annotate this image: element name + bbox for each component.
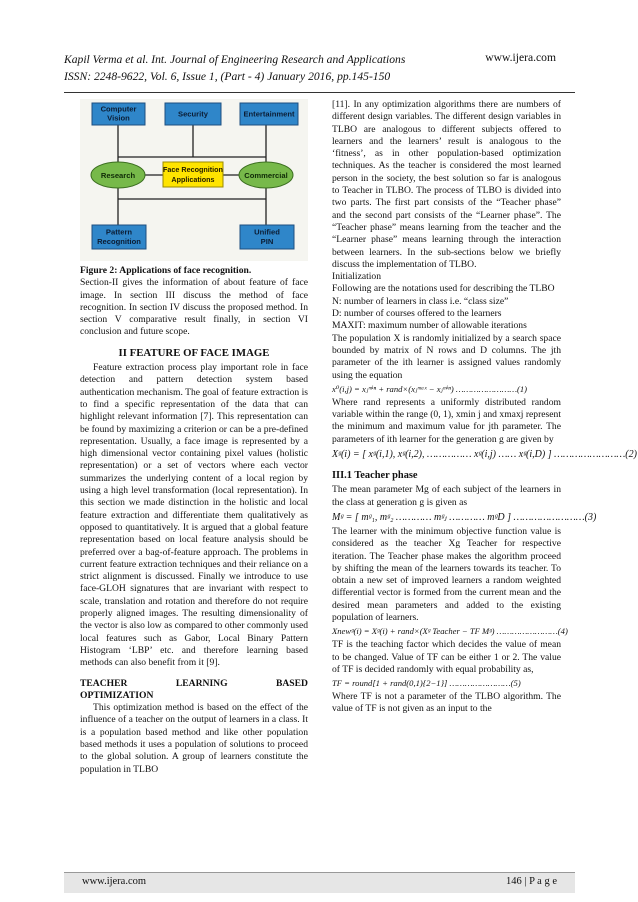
- header-citation: Kapil Verma et al. Int. Journal of Engineering Research and Applications: [64, 53, 406, 66]
- svg-text:Unified: Unified: [254, 227, 280, 237]
- svg-text:Commercial: Commercial: [244, 171, 288, 180]
- learner-paragraph: The learner with the minimum objective function value is considered as the teacher Xg Teacher for respective iteration. The Teacher phase makes the algorithm proceed by shifting the mean of the learners towards its teacher. To obtain a new set of improved learners a random weighted differential vector is formed from the current mean and the desired mean parameters and added to the existing population of learners.: [332, 525, 561, 623]
- svg-text:Computer: Computer: [100, 104, 137, 114]
- design-variables-paragraph: [11]. In any optimization algorithms there are numbers of different design variables. The different design variables in TLBO are analogous to different subjects offered to learners and the learners’ result is analogous to the ‘fitness’, as in other population-based optimization techniques. As the teacher is considered the most learned person in the society, the best solution so far is analogous to Teacher in TLBO. The process of TLBO is divided into two parts. The first part consists of the “Teacher phase” and the second part consists of the “Learner phase”. The “Teacher phase” means learning from the teacher and the “Learner phase” means learning through the interaction between learners. In the sub-sections below we briefly discuss the implementation of TLBO.: [332, 99, 561, 270]
- svg-text:Entertainment: Entertainment: [243, 109, 295, 119]
- notation-line: Following are the notations used for describing the TLBO: [332, 283, 555, 295]
- tlbo-heading-word: LEARNING: [175, 677, 228, 689]
- node-face-recognition-applications: [163, 162, 223, 187]
- face-recognition-diagram: [80, 99, 308, 261]
- header-site: www.ijera.com: [485, 51, 556, 64]
- intro-paragraph: Section-II gives the information of about feature of face image. In section III discuss the method of face recognition. In section IV discuss the proposed method. In section V comparative result finally, in section VI conclusion and future scope.: [80, 277, 308, 338]
- svg-text:Vision: Vision: [107, 113, 130, 123]
- figure-caption: Figure 2: Applications of face recognition.: [80, 265, 252, 276]
- svg-text:Research: Research: [100, 171, 136, 180]
- tlbo-heading: [80, 678, 308, 703]
- running-header: [64, 51, 405, 85]
- where-tf-paragraph: Where TF is not a parameter of the TLBO algorithm. The value of TF is not given as an input to the: [332, 691, 561, 715]
- footer-page-number: 146 | P a g e: [506, 876, 557, 887]
- feature-paragraph: Feature extraction process play important role in face detection and pattern detection system based authentication mechanism. The goal of feature extraction is to find a specific representation of the data that can highlight relevant information [7]. This representation can be found by maximizing a criterion or can be a pre-defined representation. Usually, a face image is represented by a high dimensional vector containing pixel values (holistic representation) or a set of vectors where each vector summarizes the underlying content of a local region by using a high level transformation (local representation). In this section we made distinction in the holistic and local feature extraction and differentiate them qualitatively as opposed to quantitatively. It is argued that a global feature representation based on local feature analysis should be preferred over a bag-of-feature approach. The problems in current feature extraction techniques and their reliance on a strict alignment is discussed. Finally we introduce to use face-GLOH signatures that are invariant with respect to scale, translation and rotation and therefore do not require properly aligned images. The resulting dimensionality of the vector is also low as compared to other commonly used local features such as Gabor, Local Binary Pattern Histogram ‘LBP’ etc. and therefore learning based methods can also benefit from it [9].: [80, 362, 309, 669]
- svg-text:Pattern: Pattern: [105, 227, 133, 237]
- population-paragraph: The population X is randomly initialized by a search space bounded by matrix of N rows and D columns. The jth parameter of the ith learner is assigned values randomly using the equation: [332, 332, 561, 381]
- maxit-definition: MAXIT: maximum number of allowable iterations: [332, 320, 527, 332]
- svg-text:Recognition: Recognition: [97, 237, 141, 246]
- node-research: [91, 162, 145, 188]
- tlbo-heading-word: BASED: [275, 677, 308, 689]
- svg-text:PIN: PIN: [260, 237, 274, 246]
- node-commercial: [239, 162, 293, 188]
- initialization-heading: Initialization: [332, 271, 382, 283]
- header-issn: ISSN: 2248-9622, Vol. 6, Issue 1, (Part - 4) January 2016, pp.145-150: [64, 70, 391, 83]
- figure-2: [80, 99, 308, 261]
- svg-text:Applications: Applications: [171, 175, 215, 184]
- node-computer-vision: [92, 103, 145, 125]
- n-definition: N: number of learners in class i.e. “class size”: [332, 295, 509, 307]
- equation-2: Xᵍ(i) = [ xᵍ(i,1), xᵍ(i,2), …………… xᵍ(i,j) …… xᵍ(i,D) ] ……………………(2): [332, 449, 637, 461]
- mean-paragraph: The mean parameter Mg of each subject of the learners in the class at generation g is given as: [332, 484, 561, 508]
- tlbo-heading-word: TEACHER: [80, 677, 128, 689]
- node-security: [165, 103, 221, 125]
- equation-3: Mᵍ = [ mᵍ₁, mᵍ₂ ………… mᵍⱼ ………… mᵍD ] ……………………(3): [332, 511, 597, 523]
- tlbo-heading-word: OPTIMIZATION: [80, 689, 154, 701]
- node-entertainment: [240, 103, 298, 125]
- node-unified-pin: [240, 225, 294, 249]
- rand-paragraph: Where rand represents a uniformly distributed random variable within the range (0, 1), xmin j and xmaxj represent the minimum and maximum value for jth parameter. The parameters of ith learner for the generation g are given by: [332, 396, 561, 445]
- node-pattern-recognition: [92, 225, 146, 249]
- d-definition: D: number of courses offered to the learners: [332, 308, 502, 320]
- equation-4: Xnewᵍ(i) = Xᵍ(i) + rand×(Xᵍ Teacher − TF Mᵍ) ……………………(4): [332, 626, 568, 637]
- teacher-phase-heading: III.1 Teacher phase: [332, 470, 418, 482]
- left-column: [80, 99, 308, 776]
- equation-1: x⁰(i,j) = xⱼᵐⁱⁿ + rand×(xⱼᵐᵃˣ − xⱼᵐⁱⁿ) ……………………(1): [332, 383, 527, 394]
- section-2-title: II FEATURE OF FACE IMAGE: [118, 346, 270, 359]
- tlbo-paragraph: This optimization method is based on the effect of the influence of a teacher on the output of learners in a class. It is a population based method and like other population based methods it uses a population of solutions to proceed to the global solution. A group of learners constitute the population in TLBO: [80, 702, 308, 775]
- svg-text:Face Recognition: Face Recognition: [163, 165, 223, 174]
- tf-paragraph: TF is the teaching factor which decides the value of mean to be changed. Value of TF can be either 1 or 2. The value of TF is decided randomly with equal probability as,: [332, 639, 561, 675]
- footer-site: www.ijera.com: [82, 876, 147, 887]
- header-rule: [64, 92, 575, 93]
- page-footer: [64, 872, 575, 893]
- equation-5: TF = round[1 + rand(0,1){2−1}] ……………………(5): [332, 678, 521, 689]
- right-column: [332, 99, 637, 716]
- svg-text:Security: Security: [178, 109, 208, 119]
